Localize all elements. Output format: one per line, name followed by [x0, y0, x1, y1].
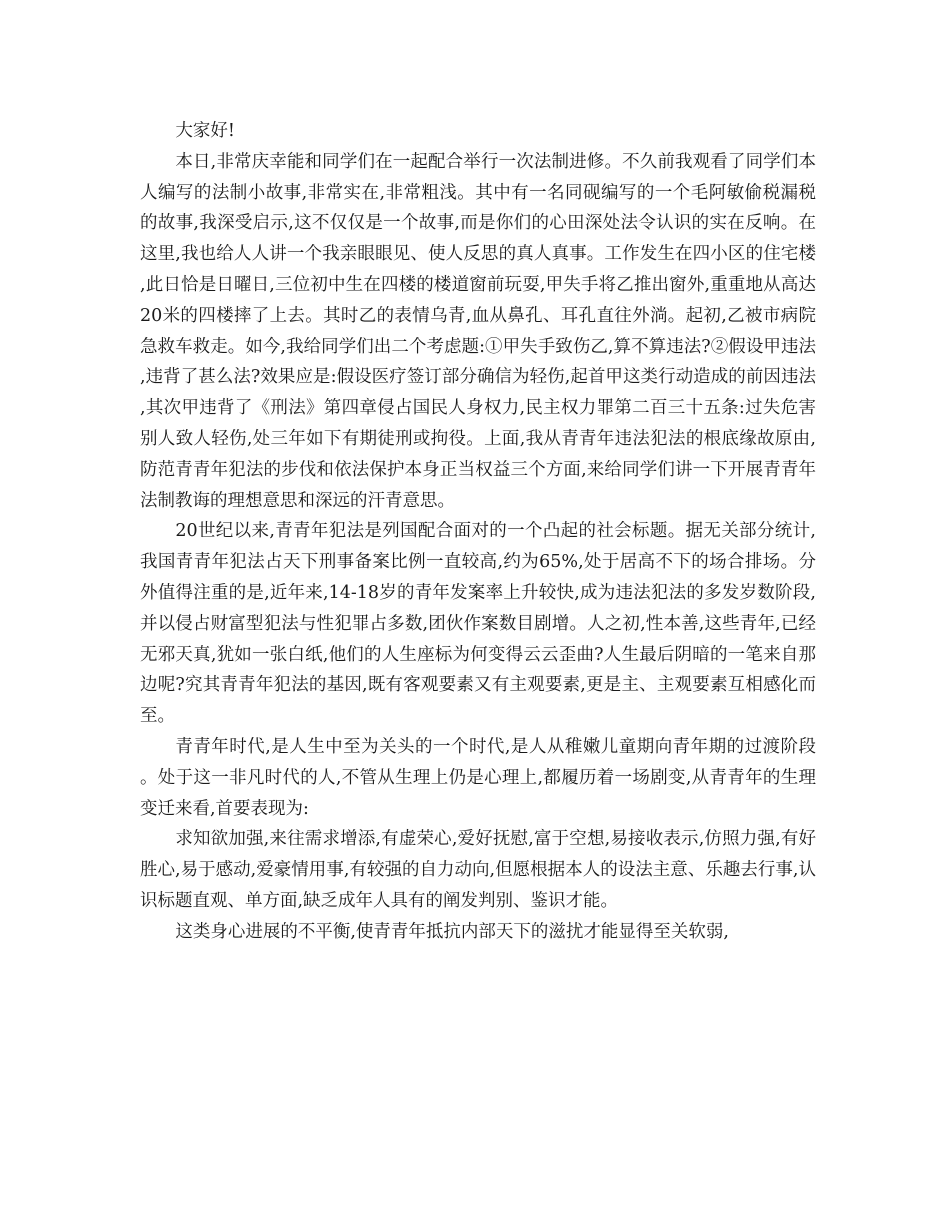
- paragraph-5: 这类身心进展的不平衡,使青青年抵抗内部天下的滋扰才能显得至关软弱,: [175, 921, 729, 942]
- paragraph-4: 求知欲加强,来往需求增添,有虚荣心,爱好抚慰,富于空想,易接收表示,仿照力强,有好胜心,易于感动,爱豪情用事,有较强的自力动向,但愿根据本人的设法主意、乐趣去行事,认识标题直观、单方面,缺乏成年人具有的阐发判别、鉴识才能。: [140, 829, 816, 911]
- paragraph-2: 20世纪以来,青青年犯法是列国配合面对的一个凸起的社会标题。据无关部分统计,我国青青年犯法占天下刑事备案比例一直较高,约为65%,处于居高不下的场合排场。分外值得注重的是,近年来,14-18岁的青年发案率上升较快,成为违法犯法的多发岁数阶段,并以侵占财富型犯法与性犯罪占多数,团伙作案数目剧增。人之初,性本善,这些青年,已经无邪天真,犹如一张白纸,他们的人生座标为何变得云云歪曲?人生最后阴暗的一笔来自那边呢?究其青青年犯法的基因,既有客观要素又有主观要素,更是主、主观要素互相感化而至。: [140, 521, 816, 727]
- greeting: 大家好!: [175, 121, 235, 141]
- document-page: [140, 116, 816, 948]
- paragraph-3: 青青年时代,是人生中至为关头的一个时代,是人从稚嫩儿童期向青年期的过渡阶段。处于这一非凡时代的人,不管从生理上仍是心理上,都履历着一场剧变,从青青年的生理变迁来看,首要表现为:: [140, 736, 816, 819]
- paragraph-1: 本日,非常庆幸能和同学们在一起配合举行一次法制进修。不久前我观看了同学们本人编写的法制小故事,非常实在,非常粗浅。其中有一名同砚编写的一个毛阿敏偷税漏税的故事,我深受启示,这不仅仅是一个故事,而是你们的心田深处法令认识的实在反响。在这里,我也给人人讲一个我亲眼眼见、使人反思的真人真事。工作发生在四小区的住宅楼,此日恰是日曜日,三位初中生在四楼的楼道窗前玩耍,甲失手将乙推出窗外,重重地从高达20米的四楼摔了上去。其时乙的表情乌青,血从鼻孔、耳孔直往外淌。起初,乙被市病院急救车救走。如今,我给同学们出二个考虑题:①甲失手致伤乙,算不算违法?②假设甲违法,违背了甚么法?效果应是:假设医疗签订部分确信为轻伤,起首甲这类行动造成的前因违法,其次甲违背了《刑法》第四章侵占国民人身权力,民主权力罪第二百三十五条:过失危害别人致人轻伤,处三年如下有期徒刑或拘役。上面,我从青青年违法犯法的根底缘故原由,防范青青年犯法的步伐和依法保护本身正当权益三个方面,来给同学们讲一下开展青青年法制教诲的理想意思和深远的汗青意思。: [140, 151, 816, 511]
